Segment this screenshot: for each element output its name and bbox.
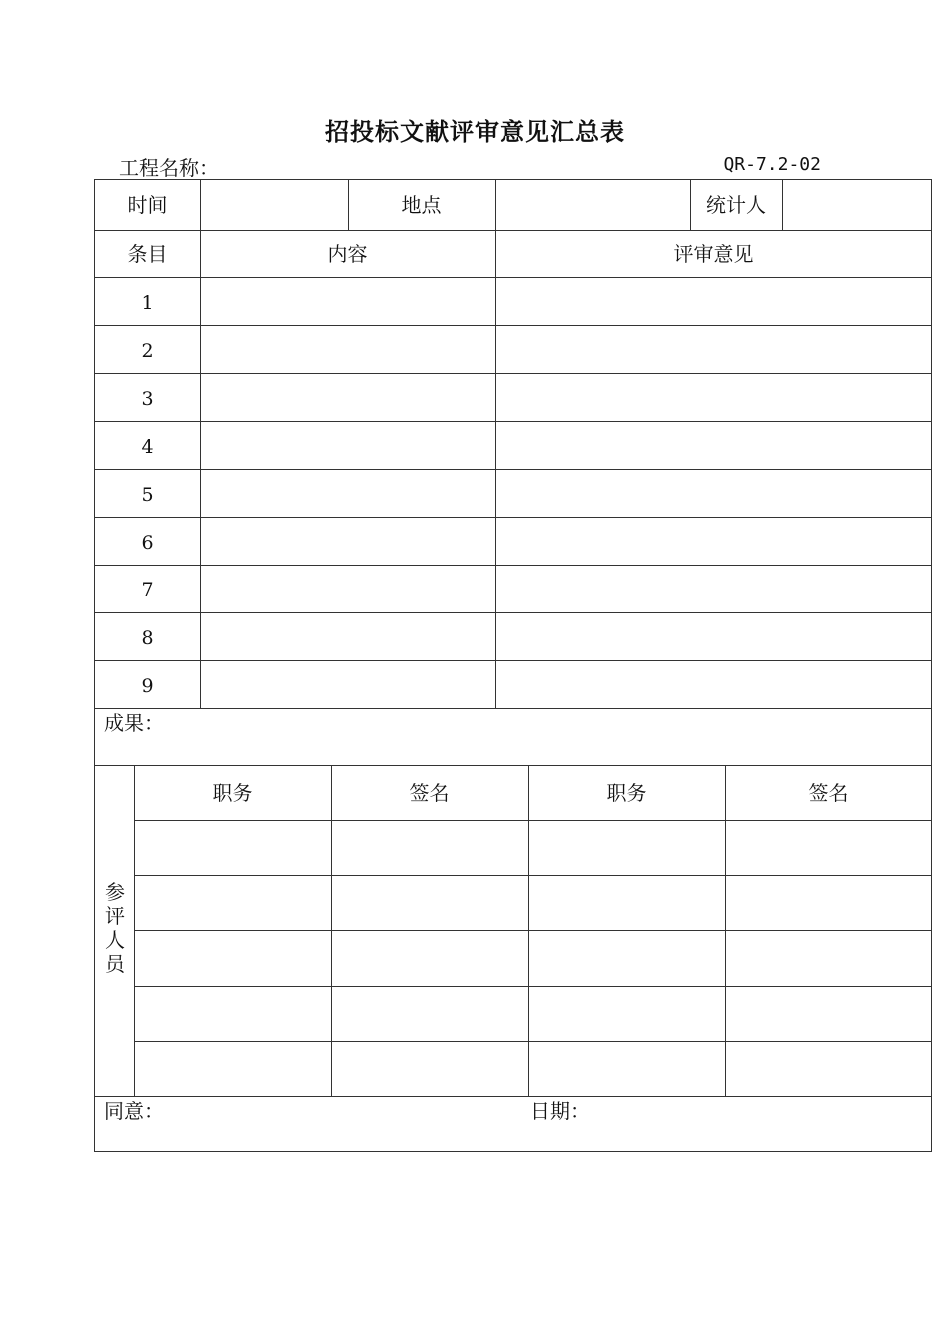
position-header: 职务	[606, 781, 647, 805]
row-divider	[134, 820, 932, 821]
position-header: 职务	[212, 781, 253, 805]
col-divider	[725, 765, 726, 1096]
col-divider	[782, 179, 783, 230]
col-divider	[331, 765, 332, 1096]
row-divider	[94, 325, 932, 326]
row-divider	[134, 1041, 932, 1042]
row-divider	[134, 986, 932, 987]
item-number: 5	[141, 484, 154, 506]
agree-label: 同意：	[104, 1099, 164, 1123]
row-divider	[94, 230, 932, 231]
row-divider	[94, 373, 932, 374]
item-column-header: 条目	[127, 242, 168, 266]
form-code: QR-7.2-02	[723, 154, 821, 175]
col-divider	[134, 765, 135, 1096]
participants-label-char: 人	[105, 928, 125, 952]
participants-label-char: 员	[105, 952, 125, 976]
row-divider	[94, 277, 932, 278]
stat-person-label: 统计人	[706, 193, 766, 217]
row-divider	[94, 660, 932, 661]
project-name-label: 工程名称：	[119, 156, 219, 180]
item-number: 4	[141, 436, 154, 458]
item-number: 1	[141, 292, 154, 314]
row-divider	[94, 708, 932, 709]
col-divider	[528, 765, 529, 1096]
row-divider	[134, 930, 932, 931]
item-number: 7	[141, 579, 154, 601]
row-divider	[94, 469, 932, 470]
item-number: 6	[141, 532, 154, 554]
result-label: 成果：	[104, 711, 164, 735]
opinion-column-header: 评审意见	[673, 242, 754, 266]
participants-label	[100, 880, 130, 976]
participants-label-char: 评	[105, 904, 125, 928]
row-divider	[94, 421, 932, 422]
signature-header: 签名	[808, 781, 849, 805]
form-title: 招投标文献评审意见汇总表	[325, 117, 625, 146]
row-divider	[94, 612, 932, 613]
row-divider	[134, 875, 932, 876]
row-divider	[94, 1096, 932, 1097]
row-divider	[94, 517, 932, 518]
item-number: 2	[141, 340, 154, 362]
row-divider	[94, 565, 932, 566]
item-number: 9	[141, 675, 154, 697]
location-label: 地点	[401, 193, 442, 217]
date-label: 日期：	[530, 1099, 590, 1123]
item-number: 8	[141, 627, 154, 649]
row-divider	[94, 765, 932, 766]
content-column-header: 内容	[327, 242, 368, 266]
participants-label-char: 参	[105, 880, 125, 904]
signature-header: 签名	[409, 781, 450, 805]
time-label: 时间	[127, 193, 168, 217]
item-number: 3	[141, 388, 154, 410]
